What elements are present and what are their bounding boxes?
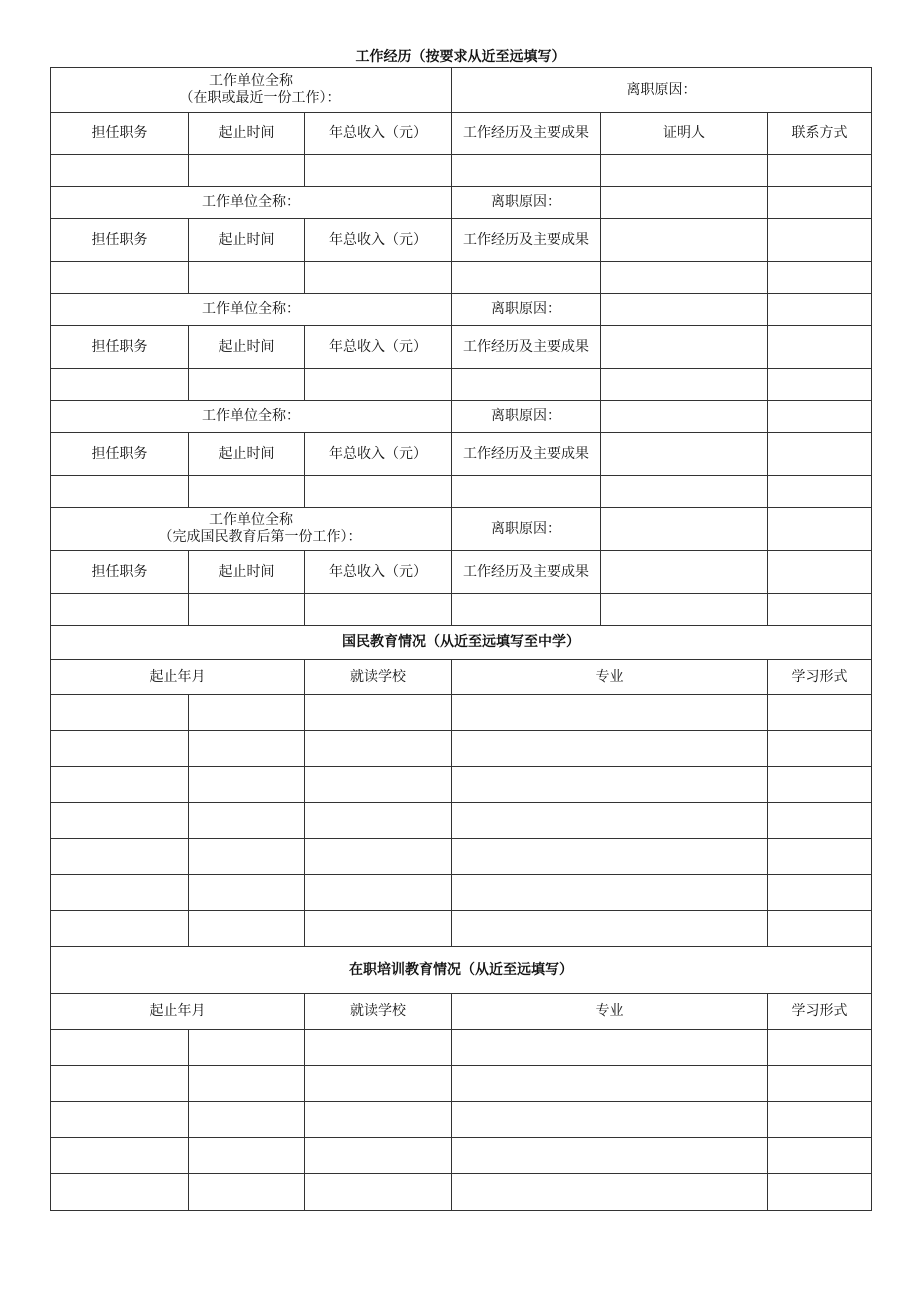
job-1-leave-reason-cell[interactable] xyxy=(452,68,872,113)
contact-input[interactable] xyxy=(768,326,872,369)
income-input[interactable] xyxy=(305,155,452,187)
job-4-data-row xyxy=(51,476,872,508)
start-date-input[interactable] xyxy=(51,803,189,839)
mode-input[interactable] xyxy=(768,1066,872,1102)
end-date-input[interactable] xyxy=(189,731,305,767)
leave-reason-label: 离职原因： xyxy=(626,81,697,98)
witness-input[interactable] xyxy=(601,187,768,219)
position-input[interactable] xyxy=(51,369,189,401)
mode-input[interactable] xyxy=(768,731,872,767)
end-date-input[interactable] xyxy=(189,1174,305,1211)
end-date-input[interactable] xyxy=(189,695,305,731)
education-row xyxy=(51,767,872,803)
training-dates-header: 起止年月 xyxy=(51,994,305,1030)
contact-input[interactable] xyxy=(768,187,872,219)
mode-input[interactable] xyxy=(768,767,872,803)
witness-input[interactable] xyxy=(601,508,768,551)
period-header: 起止时间 xyxy=(189,433,305,476)
school-input[interactable] xyxy=(305,731,452,767)
achievements-header: 工作经历及主要成果 xyxy=(452,433,601,476)
leave-reason-label: 离职原因： xyxy=(491,408,562,424)
achievements-header: 工作经历及主要成果 xyxy=(452,219,601,262)
achievements-input[interactable] xyxy=(452,155,601,187)
period-header: 起止时间 xyxy=(189,551,305,594)
unit-name-label: 工作单位全称： xyxy=(202,408,300,424)
major-input[interactable] xyxy=(452,1102,768,1138)
witness-input[interactable] xyxy=(601,219,768,262)
unit-name-label: 工作单位全称 xyxy=(209,73,293,89)
major-input[interactable] xyxy=(452,839,768,875)
start-date-input[interactable] xyxy=(51,731,189,767)
start-date-input[interactable] xyxy=(51,767,189,803)
witness-input[interactable] xyxy=(601,476,768,508)
school-input[interactable] xyxy=(305,875,452,911)
period-input[interactable] xyxy=(189,369,305,401)
school-input[interactable] xyxy=(305,767,452,803)
end-date-input[interactable] xyxy=(189,767,305,803)
training-row xyxy=(51,1174,872,1211)
start-date-input[interactable] xyxy=(51,1102,189,1138)
unit-name-label: 工作单位全称： xyxy=(202,194,300,210)
unit-name-label: 工作单位全称： xyxy=(202,301,300,317)
major-input[interactable] xyxy=(452,911,768,947)
job-3-unit-name-cell[interactable] xyxy=(51,294,452,326)
period-header: 起止时间 xyxy=(189,219,305,262)
position-input[interactable] xyxy=(51,476,189,508)
school-input[interactable] xyxy=(305,839,452,875)
school-input[interactable] xyxy=(305,1174,452,1211)
achievements-input[interactable] xyxy=(452,262,601,294)
mode-input[interactable] xyxy=(768,1138,872,1174)
work-history-title: 工作经历（按要求从近至远填写） xyxy=(355,49,566,65)
start-date-input[interactable] xyxy=(51,839,189,875)
contact-input[interactable] xyxy=(768,155,872,187)
end-date-input[interactable] xyxy=(189,1030,305,1066)
education-row xyxy=(51,875,872,911)
mode-input[interactable] xyxy=(768,1102,872,1138)
income-input[interactable] xyxy=(305,594,452,626)
position-header: 担任职务 xyxy=(51,113,189,155)
start-date-input[interactable] xyxy=(51,1030,189,1066)
job-4-unit-name-cell[interactable] xyxy=(51,401,452,433)
income-header: 年总收入（元） xyxy=(305,551,452,594)
start-date-input[interactable] xyxy=(51,1066,189,1102)
education-school-header: 就读学校 xyxy=(305,660,452,695)
witness-input[interactable] xyxy=(601,369,768,401)
position-header: 担任职务 xyxy=(51,433,189,476)
training-row xyxy=(51,1030,872,1066)
witness-input[interactable] xyxy=(601,433,768,476)
job-1-header-row xyxy=(51,68,872,113)
major-input[interactable] xyxy=(452,1174,768,1211)
job-4-header-row xyxy=(51,401,872,433)
mode-input[interactable] xyxy=(768,1174,872,1211)
income-header: 年总收入（元） xyxy=(305,326,452,369)
achievements-header: 工作经历及主要成果 xyxy=(452,551,601,594)
unit-name-label: 工作单位全称 xyxy=(209,512,293,528)
income-header: 年总收入（元） xyxy=(305,433,452,476)
education-dates-header: 起止年月 xyxy=(51,660,305,695)
school-input[interactable] xyxy=(305,803,452,839)
education-row xyxy=(51,911,872,947)
education-header-row xyxy=(51,660,872,695)
leave-reason-label: 离职原因： xyxy=(491,194,562,210)
job-1-unit-name-cell[interactable] xyxy=(51,68,452,113)
major-input[interactable] xyxy=(452,1030,768,1066)
education-row xyxy=(51,695,872,731)
end-date-input[interactable] xyxy=(189,1102,305,1138)
school-input[interactable] xyxy=(305,1066,452,1102)
school-input[interactable] xyxy=(305,695,452,731)
period-header: 起止时间 xyxy=(189,326,305,369)
job-3-leave-reason-cell[interactable] xyxy=(452,294,601,326)
education-row xyxy=(51,731,872,767)
school-input[interactable] xyxy=(305,911,452,947)
start-date-input[interactable] xyxy=(51,875,189,911)
job-2-header-row xyxy=(51,187,872,219)
job-5-header-row xyxy=(51,508,872,551)
contact-input[interactable] xyxy=(768,294,872,326)
start-date-input[interactable] xyxy=(51,1174,189,1211)
mode-input[interactable] xyxy=(768,803,872,839)
education-mode-header: 学习形式 xyxy=(768,660,872,695)
income-header: 年总收入（元） xyxy=(305,219,452,262)
school-input[interactable] xyxy=(305,1102,452,1138)
position-header: 担任职务 xyxy=(51,551,189,594)
job-2-leave-reason-cell[interactable] xyxy=(452,187,601,219)
training-school-header: 就读学校 xyxy=(305,994,452,1030)
end-date-input[interactable] xyxy=(189,1138,305,1174)
training-mode-header: 学习形式 xyxy=(768,994,872,1030)
position-header: 担任职务 xyxy=(51,219,189,262)
major-input[interactable] xyxy=(452,731,768,767)
achievements-input[interactable] xyxy=(452,594,601,626)
major-input[interactable] xyxy=(452,803,768,839)
job-2-columns-row xyxy=(51,219,872,262)
start-date-input[interactable] xyxy=(51,911,189,947)
achievements-input[interactable] xyxy=(452,369,601,401)
education-major-header: 专业 xyxy=(452,660,768,695)
period-input[interactable] xyxy=(189,594,305,626)
witness-header: 证明人 xyxy=(601,113,768,155)
start-date-input[interactable] xyxy=(51,695,189,731)
achievements-header: 工作经历及主要成果 xyxy=(452,113,601,155)
training-header-row xyxy=(51,994,872,1030)
training-title-row xyxy=(51,947,872,994)
income-header: 年总收入（元） xyxy=(305,113,452,155)
training-row xyxy=(51,1066,872,1102)
training-section-title: 在职培训教育情况（从近至远填写） xyxy=(51,947,872,994)
contact-input[interactable] xyxy=(768,401,872,433)
mode-input[interactable] xyxy=(768,695,872,731)
school-input[interactable] xyxy=(305,1138,452,1174)
contact-input[interactable] xyxy=(768,219,872,262)
end-date-input[interactable] xyxy=(189,1066,305,1102)
end-date-input[interactable] xyxy=(189,839,305,875)
position-input[interactable] xyxy=(51,262,189,294)
income-input[interactable] xyxy=(305,369,452,401)
mode-input[interactable] xyxy=(768,911,872,947)
mode-input[interactable] xyxy=(768,1030,872,1066)
period-header: 起止时间 xyxy=(189,113,305,155)
job-4-leave-reason-cell[interactable] xyxy=(452,401,601,433)
period-input[interactable] xyxy=(189,155,305,187)
witness-input[interactable] xyxy=(601,594,768,626)
contact-input[interactable] xyxy=(768,594,872,626)
job-4-columns-row xyxy=(51,433,872,476)
education-section-title: 国民教育情况（从近至远填写至中学） xyxy=(51,626,872,660)
job-1-columns-row xyxy=(51,113,872,155)
period-input[interactable] xyxy=(189,476,305,508)
job-2-data-row xyxy=(51,262,872,294)
income-input[interactable] xyxy=(305,262,452,294)
mode-input[interactable] xyxy=(768,875,872,911)
end-date-input[interactable] xyxy=(189,911,305,947)
education-row xyxy=(51,803,872,839)
major-input[interactable] xyxy=(452,875,768,911)
major-input[interactable] xyxy=(452,695,768,731)
contact-input[interactable] xyxy=(768,476,872,508)
contact-input[interactable] xyxy=(768,508,872,551)
position-input[interactable] xyxy=(51,155,189,187)
witness-input[interactable] xyxy=(601,551,768,594)
training-row xyxy=(51,1138,872,1174)
job-2-unit-name-cell[interactable] xyxy=(51,187,452,219)
contact-input[interactable] xyxy=(768,551,872,594)
position-input[interactable] xyxy=(51,594,189,626)
witness-input[interactable] xyxy=(601,326,768,369)
mode-input[interactable] xyxy=(768,839,872,875)
witness-input[interactable] xyxy=(601,155,768,187)
major-input[interactable] xyxy=(452,1066,768,1102)
end-date-input[interactable] xyxy=(189,875,305,911)
end-date-input[interactable] xyxy=(189,803,305,839)
job-5-columns-row xyxy=(51,551,872,594)
application-form-table xyxy=(50,67,872,1211)
school-input[interactable] xyxy=(305,1030,452,1066)
achievements-input[interactable] xyxy=(452,476,601,508)
education-row xyxy=(51,839,872,875)
achievements-header: 工作经历及主要成果 xyxy=(452,326,601,369)
job-5-data-row xyxy=(51,594,872,626)
period-input[interactable] xyxy=(189,262,305,294)
contact-input[interactable] xyxy=(768,262,872,294)
current-job-note: （在职或最近一份工作）： xyxy=(179,90,341,106)
education-title-row xyxy=(51,626,872,660)
major-input[interactable] xyxy=(452,1138,768,1174)
first-job-note: （完成国民教育后第一份工作）： xyxy=(158,529,362,545)
job-3-data-row xyxy=(51,369,872,401)
training-major-header: 专业 xyxy=(452,994,768,1030)
contact-input[interactable] xyxy=(768,369,872,401)
job-3-header-row xyxy=(51,294,872,326)
job-5-leave-reason-cell[interactable] xyxy=(452,508,601,551)
contact-input[interactable] xyxy=(768,433,872,476)
contact-header: 联系方式 xyxy=(768,113,872,155)
witness-input[interactable] xyxy=(601,294,768,326)
leave-reason-label: 离职原因： xyxy=(491,520,562,537)
leave-reason-label: 离职原因： xyxy=(491,301,562,317)
witness-input[interactable] xyxy=(601,262,768,294)
income-input[interactable] xyxy=(305,476,452,508)
job-3-columns-row xyxy=(51,326,872,369)
start-date-input[interactable] xyxy=(51,1138,189,1174)
training-row xyxy=(51,1102,872,1138)
position-header: 担任职务 xyxy=(51,326,189,369)
job-1-data-row xyxy=(51,155,872,187)
major-input[interactable] xyxy=(452,767,768,803)
witness-input[interactable] xyxy=(601,401,768,433)
job-5-unit-name-cell[interactable] xyxy=(51,508,452,551)
